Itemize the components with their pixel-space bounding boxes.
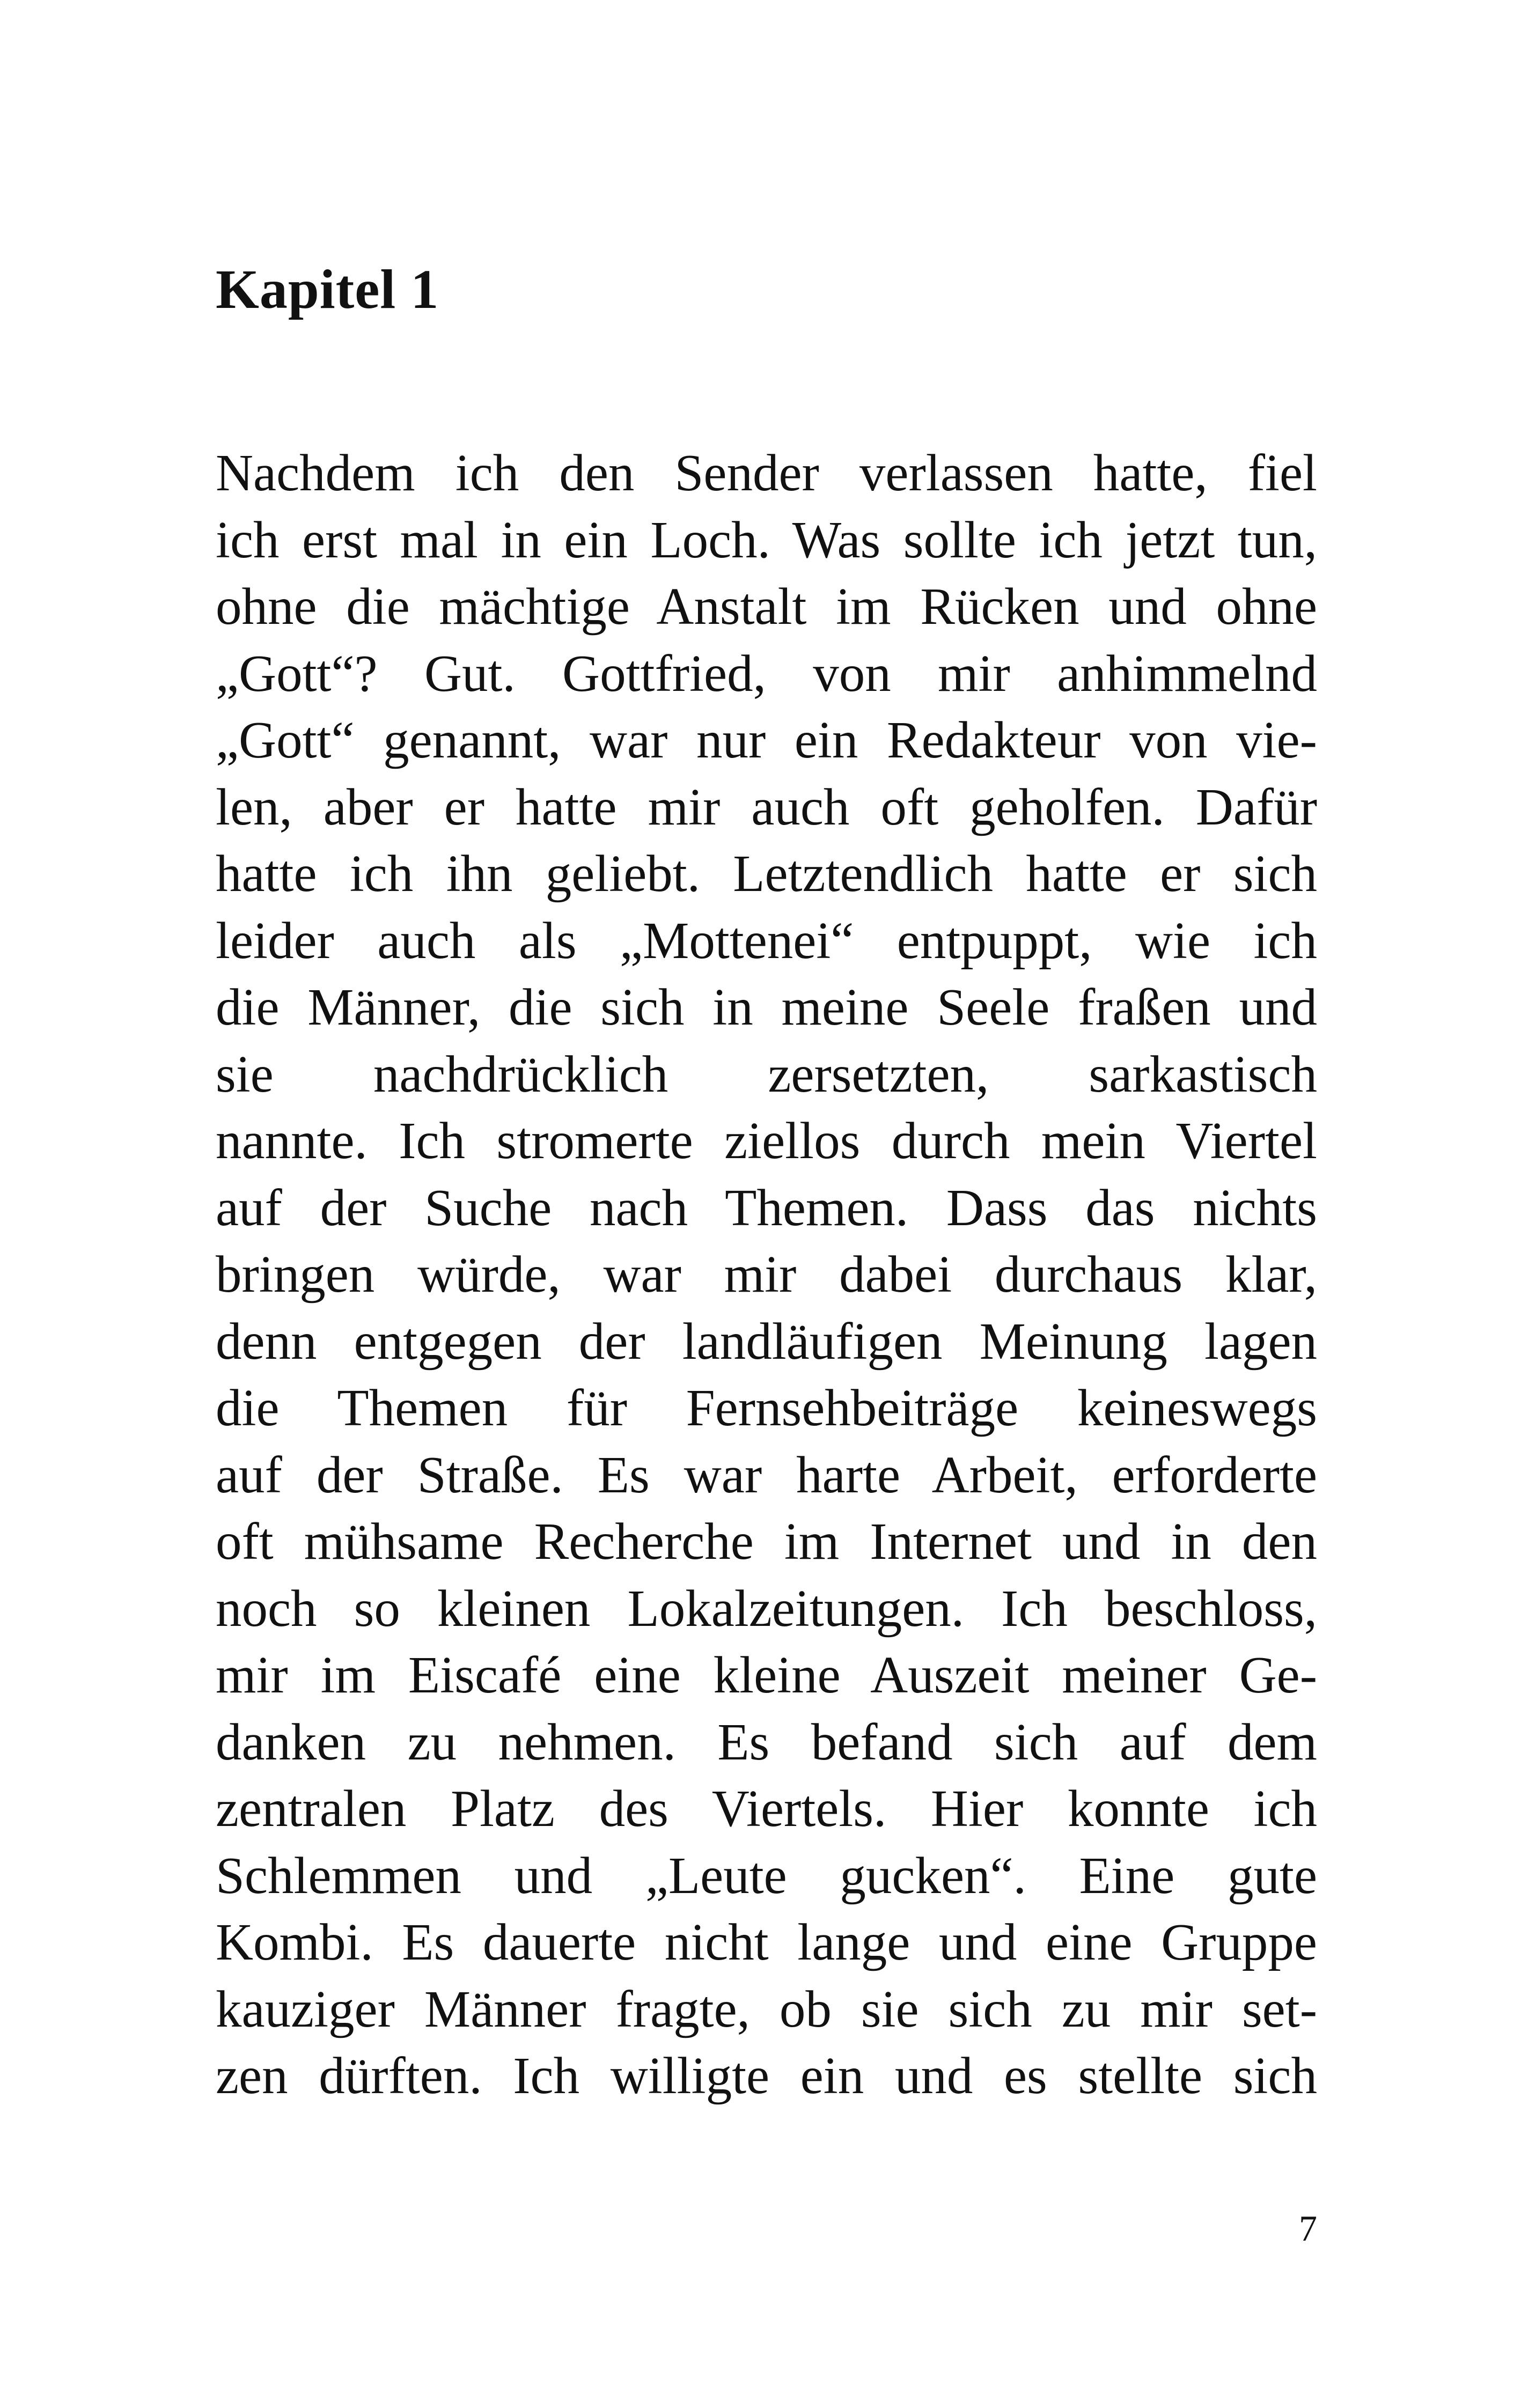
text-line: hatte ich ihn geliebt. Letztendlich hatte er sich [216,845,1317,902]
text-line: kauziger Männer fragte, ob sie sich zu mir set- [216,1980,1317,2038]
text-line: Kombi. Es dauerte nicht lange und eine Gruppe [216,1913,1317,1971]
text-line: Schlemmen und „Leute gucken“. Eine gute [216,1846,1317,1904]
text-line: auf der Suche nach Themen. Dass das nichts [216,1179,1317,1236]
text-line: sie nachdrücklich zersetzten, sarkastisch [216,1045,1317,1103]
text-line: Nachdem ich den Sender verlassen hatte, fiel [216,444,1317,502]
body-text [216,440,1317,2110]
chapter-title: Kapitel 1 [216,259,439,320]
text-line: oft mühsame Recherche im Internet und in den [216,1513,1317,1570]
text-line: bringen würde, war mir dabei durchaus klar, [216,1246,1317,1303]
text-line: „Gott“ genannt, war nur ein Redakteur von vie- [216,711,1317,769]
text-line: die Männer, die sich in meine Seele fraßen und [216,978,1317,1036]
text-line: noch so kleinen Lokalzeitungen. Ich beschloss, [216,1579,1317,1637]
text-line: zen dürften. Ich willigte ein und es stellte sich [216,2047,1317,2104]
text-line: leider auch als „Mottenei“ entpuppt, wie ich [216,911,1317,969]
text-line: die Themen für Fernsehbeiträge keineswegs [216,1379,1317,1437]
text-line: danken zu nehmen. Es befand sich auf dem [216,1713,1317,1771]
text-line: „Gott“? Gut. Gottfried, von mir anhimmelnd [216,644,1317,702]
text-line: len, aber er hatte mir auch oft geholfen. Dafür [216,778,1317,836]
page-number: 7 [1299,2208,1317,2249]
text-line: denn entgegen der landläufigen Meinung lagen [216,1312,1317,1370]
text-line: ohne die mächtige Anstalt im Rücken und ohne [216,578,1317,635]
text-line: mir im Eiscafé eine kleine Auszeit meiner Ge- [216,1646,1317,1704]
text-line: zentralen Platz des Viertels. Hier konnte ich [216,1780,1317,1837]
text-line: nannte. Ich stromerte ziellos durch mein Viertel [216,1112,1317,1169]
text-line: ich erst mal in ein Loch. Was sollte ich jetzt tun, [216,511,1317,569]
text-line: auf der Straße. Es war harte Arbeit, erforderte [216,1446,1317,1504]
